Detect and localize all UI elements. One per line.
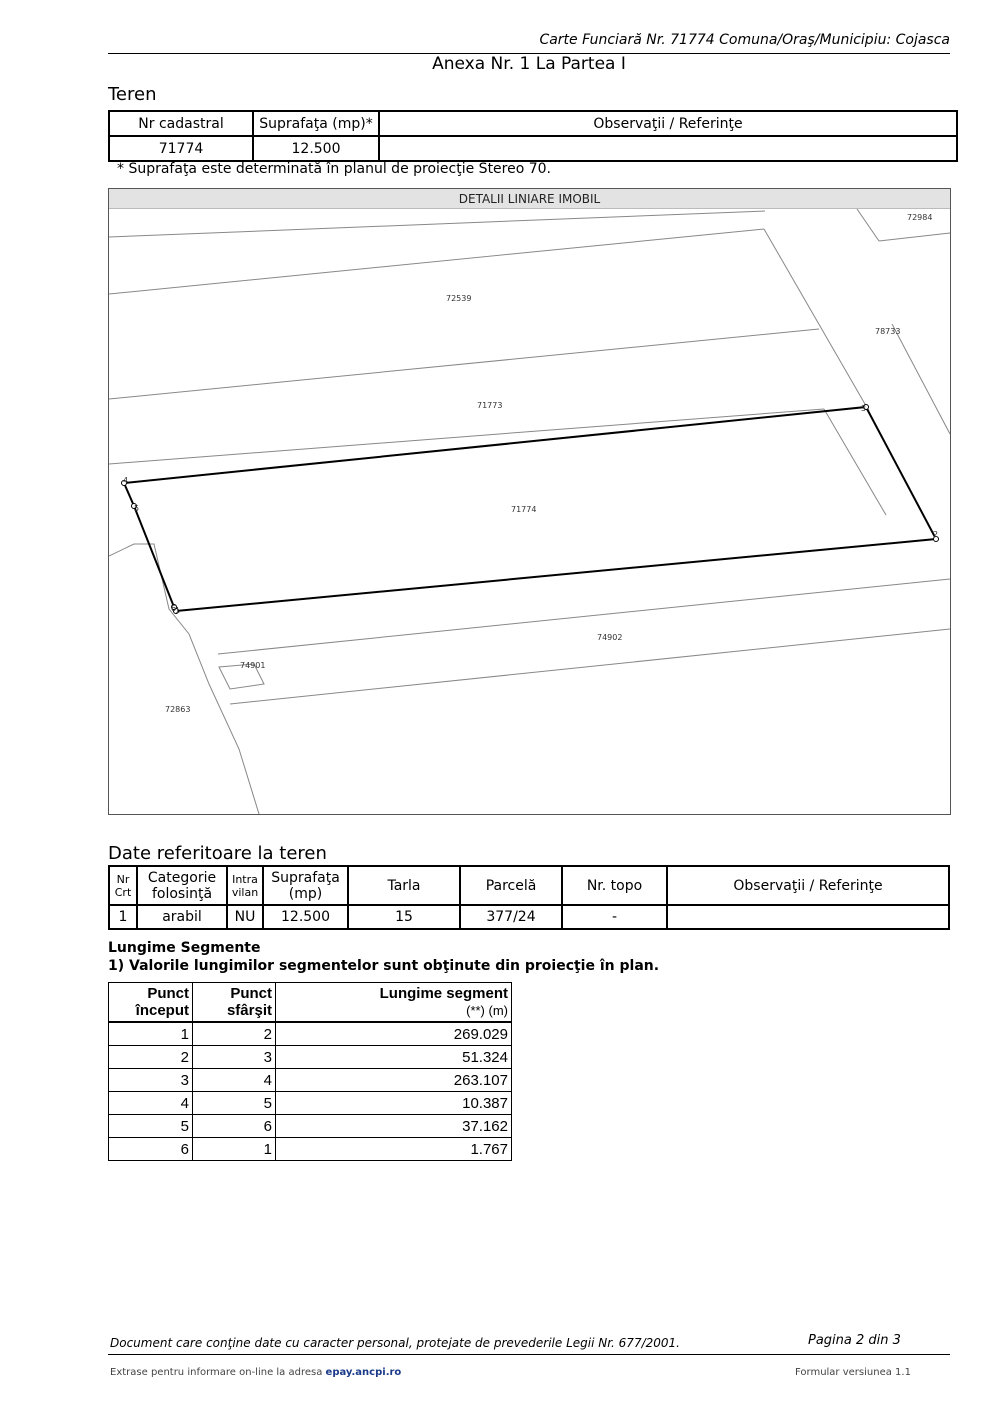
teren-heading: Teren	[108, 84, 157, 105]
cell-length: 269.029	[276, 1022, 512, 1046]
cell-start: 1	[109, 1022, 193, 1046]
footer-divider	[108, 1354, 950, 1355]
form-version: Formular versiunea 1.1	[795, 1367, 911, 1378]
annex-title: Anexa Nr. 1 La Partea I	[432, 54, 626, 74]
cell-tarla: 15	[348, 905, 460, 929]
parcel-map	[108, 188, 951, 815]
projection-note: * Suprafaţa este determinată în planul de proiecţie Stereo 70.	[117, 161, 552, 177]
label-74902: 74902	[597, 633, 623, 642]
segments-heading: Lungime Segmente	[108, 940, 261, 956]
cell-end: 4	[193, 1069, 276, 1092]
teren-table	[108, 110, 958, 162]
point-6: 6	[171, 604, 177, 613]
col-suprafata-mp: Suprafaţa (mp)	[263, 866, 348, 905]
col-lungime-label: Lungime segment	[379, 985, 508, 1002]
table-row	[109, 1092, 512, 1115]
cell-end: 1	[193, 1138, 276, 1161]
map-title: DETALII LINIARE IMOBIL	[109, 189, 950, 209]
cell-length: 37.162	[276, 1115, 512, 1138]
map-drawing	[109, 189, 950, 814]
cell-end: 5	[193, 1092, 276, 1115]
col-lungime	[276, 983, 512, 1023]
table-row	[109, 1022, 512, 1046]
cell-length: 1.767	[276, 1138, 512, 1161]
col-intravilan: Intra vilan	[227, 866, 263, 905]
personal-data-notice: Document care conţine date cu caracter personal, protejate de prevederile Legii Nr. 677/2001.	[110, 1336, 680, 1350]
cell-length: 51.324	[276, 1046, 512, 1069]
cell-nr-cadastral: 71774	[109, 136, 253, 161]
table-row	[109, 1069, 512, 1092]
label-72539: 72539	[446, 294, 472, 303]
segments-table	[108, 982, 512, 1161]
col-punct-inceput: Punct început	[109, 983, 193, 1023]
cell-start: 4	[109, 1092, 193, 1115]
cell-observatii	[379, 136, 957, 161]
date-teren-heading: Date referitoare la teren	[108, 843, 327, 864]
label-71774: 71774	[511, 505, 537, 514]
extract-text: Extrase pentru informare on-line la adresa	[110, 1367, 323, 1378]
col-nr-cadastral: Nr cadastral	[109, 111, 253, 136]
cell-observatii-teren	[667, 905, 949, 929]
cell-categorie: arabil	[137, 905, 227, 929]
cell-end: 2	[193, 1022, 276, 1046]
cell-start: 3	[109, 1069, 193, 1092]
table-row	[109, 1138, 512, 1161]
label-71773: 71773	[477, 401, 503, 410]
col-lungime-unit: (**) (m)	[466, 1003, 508, 1018]
extract-link[interactable]: epay.ancpi.ro	[325, 1367, 402, 1378]
label-74901: 74901	[240, 661, 266, 670]
col-tarla: Tarla	[348, 866, 460, 905]
cell-start: 6	[109, 1138, 193, 1161]
col-observatii-teren: Observaţii / Referinţe	[667, 866, 949, 905]
cell-nr-crt: 1	[109, 905, 137, 929]
col-punct-sfarsit: Punct sfârşit	[193, 983, 276, 1023]
table-row	[109, 1115, 512, 1138]
extract-info	[110, 1367, 401, 1378]
col-categorie: Categorie folosinţă	[137, 866, 227, 905]
label-78733: 78733	[875, 327, 901, 336]
col-parcela: Parcelă	[460, 866, 562, 905]
page-number: Pagina 2 din 3	[808, 1333, 901, 1348]
cell-suprafata-mp: 12.500	[263, 905, 348, 929]
col-observatii: Observaţii / Referinţe	[379, 111, 957, 136]
cell-end: 6	[193, 1115, 276, 1138]
table-row	[109, 1046, 512, 1069]
cell-parcela: 377/24	[460, 905, 562, 929]
point-3: 3	[861, 404, 867, 413]
cell-suprafata: 12.500	[253, 136, 379, 161]
point-1: 1	[175, 606, 181, 615]
cell-end: 3	[193, 1046, 276, 1069]
label-72863: 72863	[165, 705, 191, 714]
cell-intravilan: NU	[227, 905, 263, 929]
point-4: 4	[123, 476, 129, 485]
col-suprafata: Suprafaţa (mp)*	[253, 111, 379, 136]
col-nr-topo: Nr. topo	[562, 866, 667, 905]
date-teren-table	[108, 865, 950, 930]
point-5: 5	[134, 504, 140, 513]
cell-length: 10.387	[276, 1092, 512, 1115]
cell-start: 5	[109, 1115, 193, 1138]
cell-nr-topo: -	[562, 905, 667, 929]
document-header-title: Carte Funciară Nr. 71774 Comuna/Oraş/Municipiu: Cojasca	[539, 32, 950, 48]
cell-start: 2	[109, 1046, 193, 1069]
cell-length: 263.107	[276, 1069, 512, 1092]
col-nr-crt: Nr Crt	[109, 866, 137, 905]
point-2: 2	[933, 530, 939, 539]
label-72984: 72984	[907, 213, 933, 222]
segments-subheading: 1) Valorile lungimilor segmentelor sunt obţinute din proiecţie în plan.	[108, 958, 660, 974]
